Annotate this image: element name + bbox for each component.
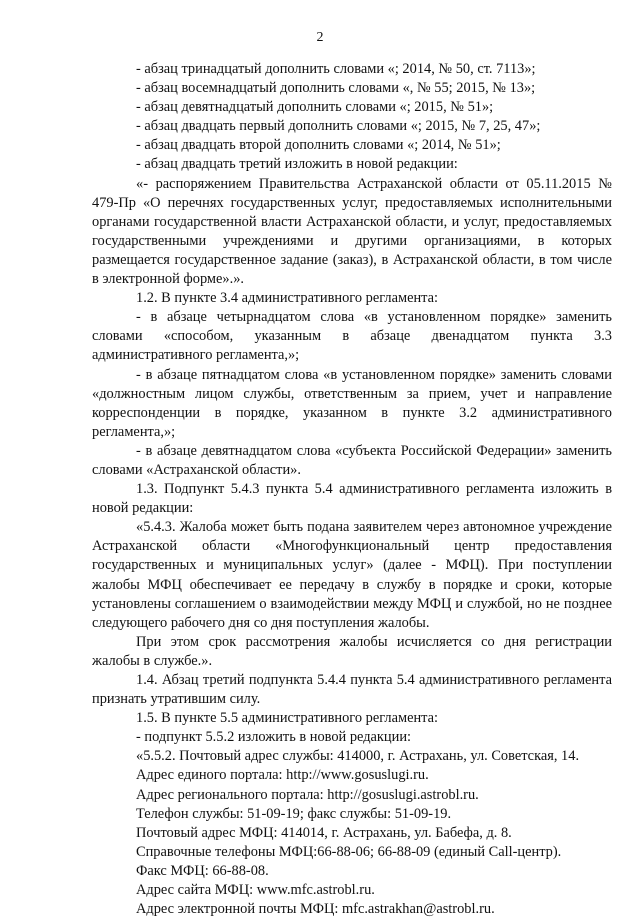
paragraph: «5.5.2. Почтовый адрес службы: 414000, г. Астрахань, ул. Советская, 14. xyxy=(136,748,580,765)
paragraph: Адрес электронной почты МФЦ: mfc.astrakhan@astrobl.ru. xyxy=(136,901,495,918)
paragraph: - абзац двадцать второй дополнить словами «; 2014, № 51»; xyxy=(136,137,501,154)
paragraph: - абзац двадцать первый дополнить словами «; 2015, № 7, 25, 47»; xyxy=(136,118,541,135)
paragraph: 1.4. Абзац третий подпункта 5.4.4 пункта 5.4 административного регламента признать утратившим силу. xyxy=(92,672,612,708)
paragraph: Адрес сайта МФЦ: www.mfc.astrobl.ru. xyxy=(136,882,375,899)
paragraph: Факс МФЦ: 66-88-08. xyxy=(136,862,269,879)
paragraph: - в абзаце девятнадцатом слова «субъекта Российской Федерации» заменить словами «Астраханской области». xyxy=(92,442,612,478)
paragraph: - абзац девятнадцатый дополнить словами «; 2015, № 51»; xyxy=(136,99,494,116)
document-body xyxy=(92,60,612,919)
paragraph: - в абзаце четырнадцатом слова «в установленном порядке» заменить словами «способом, указанным в абзаце двенадцатом пункта 3.3 административного регламента,»; xyxy=(92,309,612,364)
paragraph: Почтовый адрес МФЦ: 414014, г. Астрахань, ул. Бабефа, д. 8. xyxy=(136,824,512,841)
paragraph: «5.4.3. Жалоба может быть подана заявителем через автономное учреждение Астраханской области «Многофункциональный центр предоставления государственных и муниципальных услуг» (далее - МФЦ). При поступлении жалобы МФЦ обеспечивает ее передачу в службу в порядке и сроки, которые установлены соглашением о взаимодействии между МФЦ и службой, но не позднее следующего рабочего дня со дня поступления жалобы. xyxy=(92,519,612,631)
paragraph: 1.5. В пункте 5.5 административного регламента: xyxy=(136,710,439,727)
paragraph: При этом срок рассмотрения жалобы исчисляется со дня регистрации жалобы в службе.». xyxy=(92,633,612,669)
paragraph: Адрес регионального портала: http://gosuslugi.astrobl.ru. xyxy=(136,786,479,803)
paragraph: - абзац восемнадцатый дополнить словами «, № 55; 2015, № 13»; xyxy=(136,80,536,97)
paragraph: - в абзаце пятнадцатом слова «в установленном порядке» заменить словами «должностным лицом службы, ответственным за прием, учет и направление корреспонденции в порядке, указанном в пункте 3.2 административного регламента,»; xyxy=(92,366,612,440)
paragraph: Адрес единого портала: http://www.gosuslugi.ru. xyxy=(136,767,429,784)
paragraph: - абзац тринадцатый дополнить словами «; 2014, № 50, ст. 7113»; xyxy=(136,61,536,77)
paragraph: Справочные телефоны МФЦ:66-88-06; 66-88-09 (единый Call-центр). xyxy=(136,843,562,860)
page-number: 2 xyxy=(316,30,324,45)
paragraph: «- распоряжением Правительства Астраханской области от 05.11.2015 № 479-Пр «О перечнях государственных услуг, предоставляемых исполнительными органами государственной власти Астраханской области, и услуг, предоставляемых государственными учреждениями и другими организациями, в которых размещается государственное задание (заказ), в Астраханской области, в том числе в электронной форме».». xyxy=(92,175,612,288)
paragraph: 1.2. В пункте 3.4 административного регламента: xyxy=(136,290,439,307)
paragraph: 1.3. Подпункт 5.4.3 пункта 5.4 административного регламента изложить в новой редакции: xyxy=(92,481,612,517)
paragraph: Телефон службы: 51-09-19; факс службы: 51-09-19. xyxy=(136,805,452,822)
paragraph: - подпункт 5.5.2 изложить в новой редакции: xyxy=(136,729,412,746)
paragraph: - абзац двадцать третий изложить в новой редакции: xyxy=(136,156,458,173)
